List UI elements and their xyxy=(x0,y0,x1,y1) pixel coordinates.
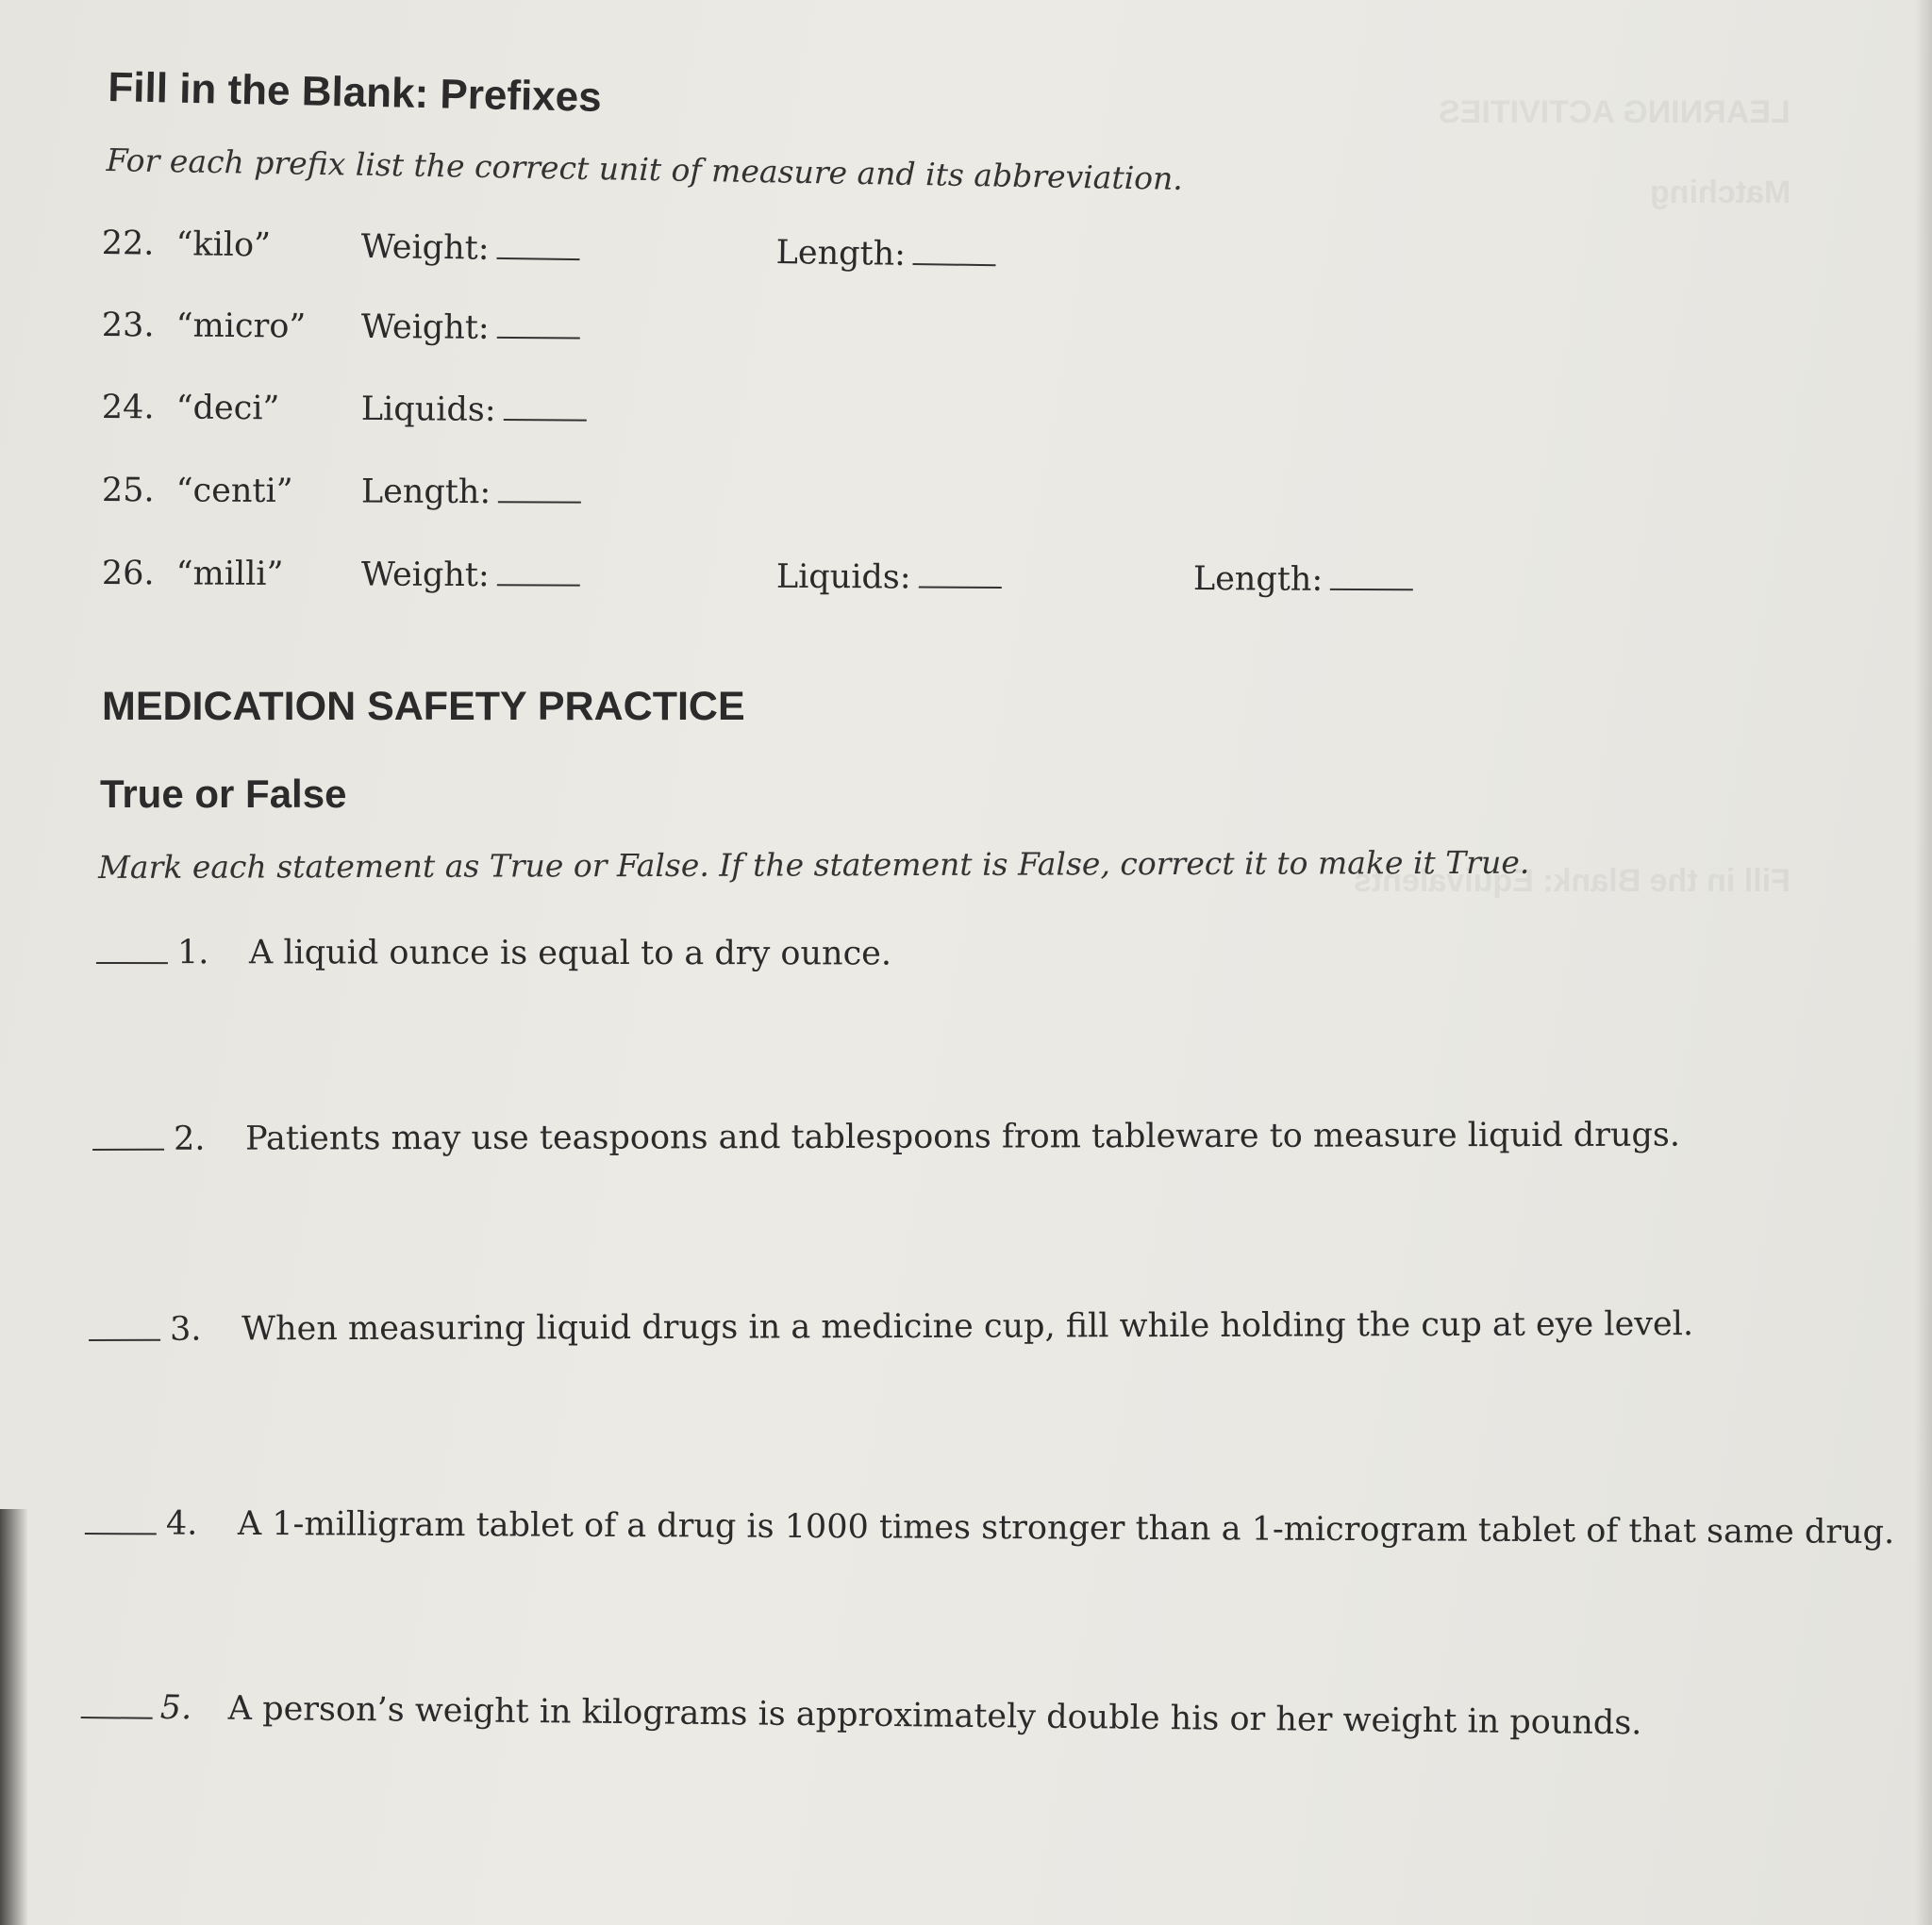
prefix-item-kilo xyxy=(101,224,1423,290)
answer-blank[interactable] xyxy=(919,562,1002,589)
answer-blank[interactable] xyxy=(497,559,580,586)
prefix-name: “milli” xyxy=(175,555,284,594)
answer-blank[interactable] xyxy=(913,239,996,266)
length-field xyxy=(1193,560,1414,599)
field-label: Liquids: xyxy=(360,390,496,429)
field-label: Length: xyxy=(775,233,907,274)
statement-text: A liquid ounce is equal to a dry ounce. xyxy=(248,934,892,973)
statement-number: 4. xyxy=(165,1504,198,1543)
prefix-item-milli xyxy=(102,555,1423,608)
answer-blank[interactable] xyxy=(96,962,168,964)
bleed-through-heading: LEARNING ACTIVITIES xyxy=(1439,94,1790,130)
prefix-item-deci xyxy=(102,389,1423,445)
true-false-heading: True or False xyxy=(100,772,347,816)
prefix-name: “kilo” xyxy=(175,225,272,265)
field-label: Weight: xyxy=(360,556,490,595)
answer-blank[interactable] xyxy=(81,1717,153,1719)
answer-blank[interactable] xyxy=(498,476,581,503)
weight-field xyxy=(361,556,580,594)
prefix-name: “micro” xyxy=(175,307,307,346)
weight-field xyxy=(361,308,580,348)
statement-text: A 1-milligram tablet of a drug is 1000 times stronger than a 1-microgram tablet of that same drug. xyxy=(237,1504,1895,1552)
statement-number: 5. xyxy=(159,1688,192,1728)
statement-4 xyxy=(85,1504,1895,1560)
item-number: 25. xyxy=(101,472,155,510)
length-field xyxy=(775,234,996,274)
page-edge-shadow xyxy=(1915,0,1932,1925)
prefix-item-micro xyxy=(102,307,1423,363)
field-label: Length: xyxy=(360,473,491,512)
field-label: Weight: xyxy=(360,227,490,268)
liquids-field xyxy=(776,558,1002,597)
item-number: 22. xyxy=(101,224,155,263)
answer-blank[interactable] xyxy=(496,233,579,260)
prefix-number-prefix-label xyxy=(102,307,307,346)
weight-field xyxy=(360,228,579,269)
prefix-item-centi xyxy=(102,472,1423,525)
statement-text: Patients may use teaspoons and tablespoons from tableware to measure liquid drugs. xyxy=(244,1116,1681,1158)
statement-3 xyxy=(89,1305,1694,1358)
prefix-number-prefix-label xyxy=(102,472,293,510)
field-label: Weight: xyxy=(360,307,490,347)
statement-2 xyxy=(92,1116,1681,1168)
item-number: 26. xyxy=(101,555,155,593)
answer-blank[interactable] xyxy=(497,312,580,340)
section-heading: MEDICATION SAFETY PRACTICE xyxy=(102,684,745,729)
answer-blank[interactable] xyxy=(92,1149,164,1151)
statement-number: 3. xyxy=(169,1310,202,1349)
prefix-number-prefix-label xyxy=(102,555,284,593)
prefix-number-prefix-label xyxy=(101,224,271,264)
answer-blank[interactable] xyxy=(89,1339,160,1341)
statement-number: 2. xyxy=(173,1120,206,1158)
statement-text: When measuring liquid drugs in a medicine cup, fill while holding the cup at eye level. xyxy=(241,1305,1694,1349)
bleed-through-subheading: Matching xyxy=(1649,174,1790,210)
prefixes-title: Fill in the Blank: Prefixes xyxy=(107,64,603,121)
prefix-name: “deci” xyxy=(175,389,280,428)
prefix-number-prefix-label xyxy=(102,389,280,427)
statement-1 xyxy=(96,934,1417,983)
photo-shadow xyxy=(0,1509,28,1925)
answer-blank[interactable] xyxy=(1330,564,1413,590)
statement-text: A person’s weight in kilograms is approximately double his or her weight in pounds. xyxy=(227,1689,1642,1743)
answer-blank[interactable] xyxy=(85,1533,157,1535)
field-label: Length: xyxy=(1192,560,1324,599)
length-field xyxy=(361,473,582,511)
bleed-through-heading-2: Fill in the Blank: Equivalents xyxy=(1354,863,1790,899)
answer-blank[interactable] xyxy=(504,394,587,422)
item-number: 24. xyxy=(101,389,155,427)
statement-number: 1. xyxy=(176,934,209,972)
prefix-name: “centi” xyxy=(175,472,293,511)
field-label: Liquids: xyxy=(775,557,911,597)
prefixes-instructions: For each prefix list the correct unit of measure and its abbreviation. xyxy=(106,141,1184,197)
statement-5 xyxy=(80,1688,1778,1753)
liquids-field xyxy=(361,390,587,430)
item-number: 23. xyxy=(101,307,155,345)
true-false-instructions: Mark each statement as True or False. If the statement is False, correct it to make it True. xyxy=(98,843,1530,886)
